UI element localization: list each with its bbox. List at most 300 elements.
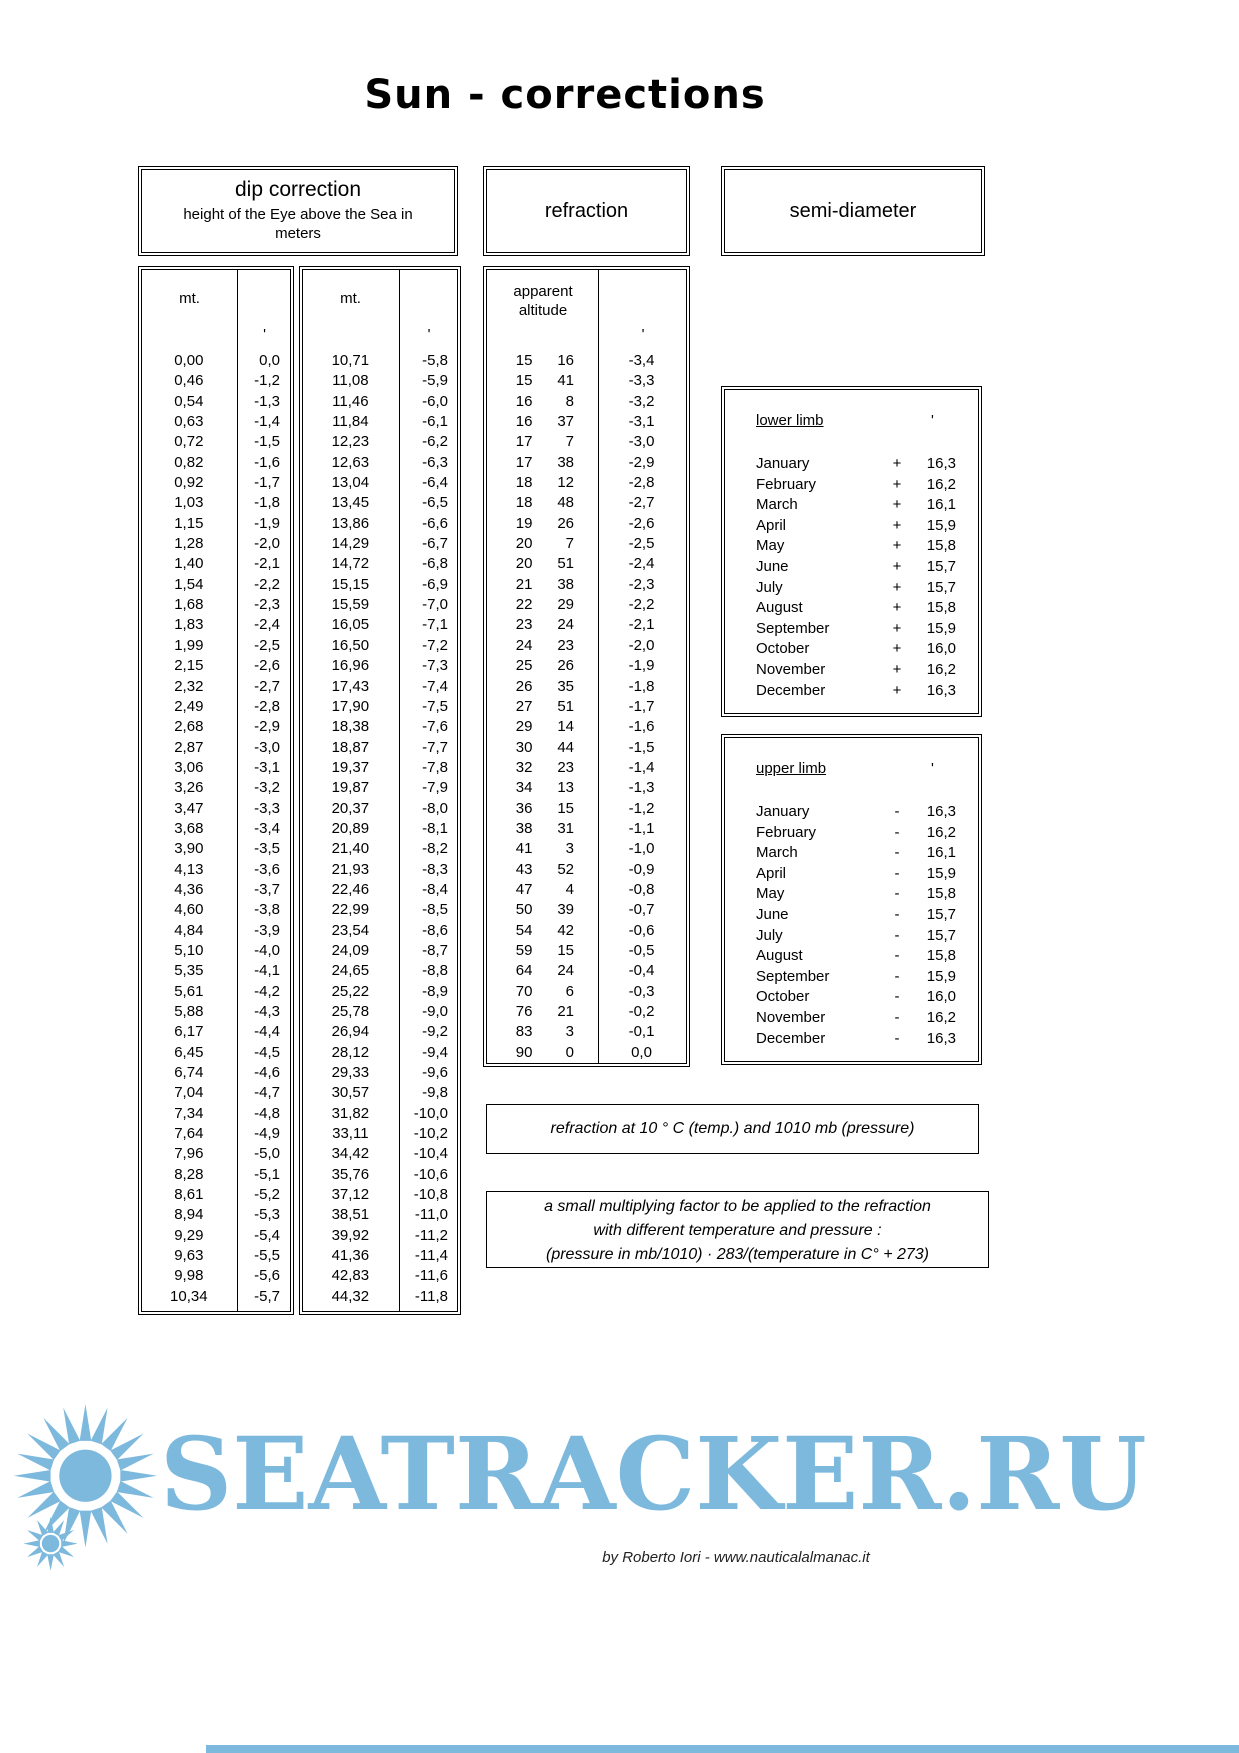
correction-value: -3,5 bbox=[254, 840, 280, 858]
height-value: 11,08 bbox=[332, 372, 369, 390]
month-label: February bbox=[756, 475, 817, 493]
table-row bbox=[303, 636, 457, 656]
correction-value: -3,1 bbox=[628, 413, 655, 431]
correction-value: -9,0 bbox=[422, 1003, 448, 1020]
table-row bbox=[756, 926, 956, 947]
month-label: May bbox=[756, 537, 785, 555]
correction-value: -4,9 bbox=[254, 1125, 280, 1143]
height-value: 3,06 bbox=[174, 758, 204, 776]
altitude-degrees: 17 bbox=[515, 453, 533, 471]
month-label: June bbox=[756, 905, 789, 923]
table-row bbox=[487, 1022, 686, 1042]
height-value: 9,29 bbox=[174, 1226, 204, 1244]
correction-value: -8,2 bbox=[422, 840, 448, 858]
altitude-degrees: 90 bbox=[515, 1043, 533, 1061]
correction-value: -0,3 bbox=[628, 982, 655, 1000]
altitude-degrees: 70 bbox=[515, 982, 533, 1000]
table-row bbox=[487, 554, 686, 574]
refraction-conditions-note bbox=[486, 1104, 979, 1154]
altitude-degrees: 24 bbox=[515, 636, 533, 654]
month-label: March bbox=[756, 844, 798, 862]
table-row bbox=[756, 843, 956, 864]
height-value: 6,45 bbox=[174, 1043, 204, 1061]
refraction-rows bbox=[487, 351, 686, 1063]
sign-value: + bbox=[892, 496, 902, 514]
correction-value: -0,5 bbox=[628, 941, 655, 959]
sign-value: + bbox=[892, 557, 902, 575]
table-row bbox=[756, 639, 956, 660]
dip-table-2 bbox=[302, 269, 458, 1312]
table-row bbox=[142, 900, 290, 920]
semi-diameter-value: 16,1 bbox=[926, 844, 956, 862]
table-row bbox=[303, 778, 457, 798]
multiplier-line-3: (pressure in mb/1010) · 283/(temperature in C° + 273) bbox=[545, 1246, 930, 1263]
correction-value: -6,1 bbox=[422, 413, 448, 431]
table-row bbox=[303, 1287, 457, 1307]
height-value: 9,98 bbox=[174, 1267, 204, 1285]
correction-value: -1,5 bbox=[254, 433, 280, 451]
table-row bbox=[487, 778, 686, 798]
table-row bbox=[756, 475, 956, 496]
altitude-degrees: 83 bbox=[515, 1023, 533, 1041]
altitude-minutes: 7 bbox=[565, 535, 575, 553]
altitude-minutes: 35 bbox=[557, 677, 575, 695]
correction-value: -2,3 bbox=[628, 575, 655, 593]
table-row bbox=[142, 595, 290, 615]
correction-value: -5,3 bbox=[254, 1206, 280, 1224]
height-value: 0,00 bbox=[174, 352, 204, 369]
sign-value: + bbox=[892, 537, 902, 555]
sign-value: - bbox=[894, 864, 900, 882]
correction-value: -10,4 bbox=[413, 1145, 448, 1163]
correction-value: -4,4 bbox=[254, 1023, 280, 1041]
correction-value: -2,2 bbox=[628, 596, 655, 614]
height-value: 6,74 bbox=[174, 1064, 204, 1082]
table-row bbox=[487, 941, 686, 961]
table-row bbox=[303, 961, 457, 981]
multiplier-line-1: a small multiplying factor to be applied to the refraction bbox=[544, 1198, 931, 1215]
table-row bbox=[303, 615, 457, 635]
altitude-minutes: 26 bbox=[557, 657, 575, 675]
table-row bbox=[142, 453, 290, 473]
table-row bbox=[142, 432, 290, 452]
month-label: August bbox=[756, 947, 803, 965]
table-row bbox=[303, 1063, 457, 1083]
altitude-degrees: 30 bbox=[515, 738, 533, 756]
height-value: 9,63 bbox=[174, 1247, 204, 1265]
table-row bbox=[303, 595, 457, 615]
height-value: 0,54 bbox=[174, 392, 204, 410]
table-row bbox=[756, 864, 956, 885]
correction-value: -1,6 bbox=[628, 718, 655, 736]
sign-value: - bbox=[894, 844, 900, 862]
table-row bbox=[303, 392, 457, 412]
correction-value: -1,5 bbox=[628, 738, 655, 756]
altitude-minutes: 37 bbox=[557, 413, 575, 431]
correction-value: -9,4 bbox=[422, 1043, 448, 1061]
correction-value: -3,4 bbox=[254, 819, 280, 837]
altitude-minutes: 15 bbox=[557, 799, 575, 817]
table-row bbox=[303, 1165, 457, 1185]
upper-limb-title: upper limb bbox=[756, 760, 827, 777]
altitude-minutes: 15 bbox=[557, 941, 575, 959]
month-label: January bbox=[756, 455, 810, 472]
table-row bbox=[303, 880, 457, 900]
sign-value: + bbox=[892, 640, 902, 658]
table-row bbox=[303, 799, 457, 819]
correction-value: -1,3 bbox=[254, 392, 280, 410]
height-value: 15,15 bbox=[331, 575, 370, 593]
table-row bbox=[756, 1008, 956, 1029]
height-value: 5,88 bbox=[174, 1003, 204, 1020]
height-value: 1,54 bbox=[174, 575, 204, 593]
table-row bbox=[756, 495, 956, 516]
height-value: 2,49 bbox=[174, 697, 204, 715]
table-row bbox=[487, 921, 686, 941]
correction-value: -8,0 bbox=[422, 799, 448, 817]
month-label: February bbox=[756, 823, 817, 841]
altitude-degrees: 36 bbox=[515, 799, 533, 817]
table-row bbox=[487, 961, 686, 981]
correction-value: -2,9 bbox=[254, 718, 280, 736]
height-value: 12,63 bbox=[331, 453, 370, 471]
height-value: 3,47 bbox=[174, 799, 204, 817]
height-value: 4,84 bbox=[174, 921, 204, 939]
correction-value: -2,8 bbox=[254, 697, 280, 715]
altitude-minutes: 0 bbox=[565, 1043, 575, 1061]
sign-value: + bbox=[892, 660, 902, 678]
height-value: 31,82 bbox=[331, 1104, 370, 1122]
height-value: 1,99 bbox=[174, 636, 204, 654]
table-row bbox=[487, 636, 686, 656]
credit-text: by Roberto Iori - www.nauticalalmanac.it bbox=[602, 1549, 870, 1566]
correction-value: -1,2 bbox=[254, 372, 280, 390]
altitude-minutes: 23 bbox=[557, 636, 575, 654]
bottom-bar bbox=[206, 1745, 1239, 1753]
height-value: 11,46 bbox=[332, 392, 369, 410]
table-row bbox=[487, 453, 686, 473]
dip2-unit-header: ' bbox=[427, 326, 431, 343]
correction-value: -8,1 bbox=[422, 819, 448, 837]
altitude-degrees: 43 bbox=[515, 860, 533, 878]
altitude-minutes: 38 bbox=[557, 575, 575, 593]
month-label: November bbox=[756, 660, 826, 678]
correction-value: -7,9 bbox=[422, 779, 448, 797]
upper-limb-rows bbox=[756, 802, 956, 1049]
table-row bbox=[487, 1002, 686, 1022]
height-value: 1,15 bbox=[174, 514, 204, 532]
sign-value: + bbox=[892, 619, 902, 637]
correction-value: -9,2 bbox=[422, 1023, 448, 1041]
table-row bbox=[487, 595, 686, 615]
correction-value: -6,0 bbox=[422, 392, 448, 410]
correction-value: -8,4 bbox=[422, 880, 448, 898]
table-row bbox=[487, 839, 686, 859]
table-row bbox=[487, 351, 686, 371]
height-value: 12,23 bbox=[331, 433, 370, 451]
height-value: 0,92 bbox=[174, 474, 204, 492]
height-value: 19,37 bbox=[331, 758, 370, 776]
height-value: 0,46 bbox=[174, 372, 204, 390]
correction-value: -11,4 bbox=[414, 1247, 448, 1265]
table-row bbox=[142, 982, 290, 1002]
month-label: December bbox=[756, 681, 826, 699]
table-row bbox=[487, 432, 686, 452]
altitude-minutes: 51 bbox=[557, 697, 575, 715]
month-label: November bbox=[756, 1008, 826, 1026]
table-row bbox=[142, 1002, 290, 1022]
correction-value: -1,2 bbox=[628, 799, 655, 817]
lower-limb-rows bbox=[756, 454, 956, 701]
table-row bbox=[303, 758, 457, 778]
altitude-degrees: 32 bbox=[515, 758, 533, 776]
table-row bbox=[303, 575, 457, 595]
semi-diameter-value: 16,2 bbox=[926, 823, 956, 841]
altitude-degrees: 20 bbox=[515, 555, 533, 573]
table-row bbox=[756, 681, 956, 702]
height-value: 35,76 bbox=[331, 1165, 370, 1183]
correction-value: -1,4 bbox=[254, 413, 280, 431]
semi-diameter-value: 15,7 bbox=[926, 905, 956, 923]
semi-diameter-value: 15,8 bbox=[926, 947, 956, 965]
height-value: 5,35 bbox=[174, 962, 204, 980]
table-row bbox=[303, 1002, 457, 1022]
table-row bbox=[487, 473, 686, 493]
multiplier-note bbox=[486, 1191, 989, 1268]
sign-value: - bbox=[894, 823, 900, 841]
altitude-degrees: 15 bbox=[515, 352, 533, 369]
table-row bbox=[142, 473, 290, 493]
table-row bbox=[303, 819, 457, 839]
sign-value: - bbox=[894, 947, 900, 965]
altitude-degrees: 54 bbox=[515, 921, 533, 939]
semi-diameter-value: 15,9 bbox=[926, 516, 956, 534]
table-row bbox=[487, 738, 686, 758]
height-value: 7,04 bbox=[174, 1084, 204, 1102]
height-value: 13,45 bbox=[331, 494, 370, 512]
correction-value: -7,8 bbox=[422, 758, 448, 776]
table-row bbox=[756, 454, 956, 475]
height-value: 3,90 bbox=[174, 840, 204, 858]
altitude-minutes: 29 bbox=[557, 596, 575, 614]
height-value: 38,51 bbox=[331, 1206, 370, 1224]
correction-value: -3,0 bbox=[254, 738, 280, 756]
sign-value: - bbox=[894, 803, 900, 820]
refraction-unit-header: ' bbox=[641, 326, 645, 343]
altitude-minutes: 39 bbox=[557, 901, 575, 919]
height-value: 10,71 bbox=[331, 352, 370, 369]
table-row bbox=[487, 860, 686, 880]
table-row bbox=[142, 534, 290, 554]
correction-value: -3,0 bbox=[628, 433, 655, 451]
correction-value: -11,2 bbox=[414, 1226, 448, 1244]
correction-value: -4,5 bbox=[254, 1043, 280, 1061]
table-row bbox=[142, 351, 290, 371]
altitude-minutes: 48 bbox=[557, 494, 575, 512]
altitude-minutes: 38 bbox=[557, 453, 575, 471]
height-value: 18,87 bbox=[331, 738, 370, 756]
sign-value: - bbox=[894, 905, 900, 923]
table-row bbox=[303, 738, 457, 758]
sign-value: + bbox=[892, 578, 902, 596]
correction-value: -2,1 bbox=[254, 555, 280, 573]
correction-value: -8,6 bbox=[422, 921, 448, 939]
table-row bbox=[756, 578, 956, 599]
sign-value: + bbox=[892, 681, 902, 699]
table-row bbox=[142, 1144, 290, 1164]
height-value: 8,28 bbox=[174, 1165, 204, 1183]
height-value: 37,12 bbox=[331, 1186, 370, 1204]
table-row bbox=[303, 982, 457, 1002]
height-value: 1,03 bbox=[174, 494, 204, 512]
height-value: 18,38 bbox=[331, 718, 370, 736]
table-row bbox=[487, 575, 686, 595]
table-row bbox=[142, 799, 290, 819]
correction-value: -1,8 bbox=[628, 677, 655, 695]
height-value: 0,63 bbox=[174, 413, 204, 431]
table-row bbox=[487, 412, 686, 432]
correction-value: -6,6 bbox=[422, 514, 448, 532]
height-value: 33,11 bbox=[332, 1125, 369, 1143]
sign-value: - bbox=[894, 926, 900, 944]
correction-value: -5,0 bbox=[254, 1145, 280, 1163]
correction-value: -6,8 bbox=[422, 555, 448, 573]
correction-value: -0,2 bbox=[628, 1003, 655, 1020]
refraction-table bbox=[486, 269, 687, 1064]
dip-correction-header bbox=[141, 169, 455, 253]
altitude-minutes: 6 bbox=[565, 982, 575, 1000]
table-row bbox=[142, 1226, 290, 1246]
lower-limb-title: lower limb bbox=[756, 412, 824, 429]
month-label: June bbox=[756, 557, 789, 575]
table-row bbox=[487, 717, 686, 737]
height-value: 14,72 bbox=[331, 555, 370, 573]
correction-value: -1,8 bbox=[254, 494, 280, 512]
month-label: July bbox=[756, 578, 783, 596]
correction-value: -10,6 bbox=[413, 1165, 448, 1183]
height-value: 15,59 bbox=[331, 596, 370, 614]
height-value: 30,57 bbox=[331, 1084, 370, 1102]
sign-value: + bbox=[892, 475, 902, 493]
table-row bbox=[487, 615, 686, 635]
sign-value: - bbox=[894, 988, 900, 1006]
altitude-minutes: 13 bbox=[557, 779, 575, 797]
month-label: September bbox=[756, 619, 830, 637]
height-value: 7,96 bbox=[174, 1145, 204, 1163]
correction-value: -0,9 bbox=[628, 860, 655, 878]
table-row bbox=[756, 823, 956, 844]
table-row bbox=[303, 1226, 457, 1246]
upper-limb-unit: ' bbox=[931, 760, 934, 777]
altitude-degrees: 22 bbox=[515, 596, 533, 614]
table-row bbox=[142, 1165, 290, 1185]
month-label: October bbox=[756, 640, 810, 658]
height-value: 26,94 bbox=[331, 1023, 370, 1041]
table-row bbox=[303, 717, 457, 737]
correction-value: -8,5 bbox=[422, 901, 448, 919]
dip2-col-header: mt. bbox=[340, 290, 361, 307]
table-row bbox=[303, 412, 457, 432]
table-row bbox=[756, 884, 956, 905]
correction-value: -7,3 bbox=[422, 657, 448, 675]
semi-diameter-value: 16,0 bbox=[926, 640, 956, 658]
table-row bbox=[303, 1246, 457, 1266]
lower-limb-table bbox=[724, 389, 979, 714]
table-row bbox=[142, 1124, 290, 1144]
height-value: 0,82 bbox=[174, 453, 204, 471]
height-value: 16,05 bbox=[331, 616, 370, 634]
correction-value: -2,2 bbox=[254, 575, 280, 593]
sign-value: - bbox=[894, 885, 900, 903]
correction-value: -4,8 bbox=[254, 1104, 280, 1122]
table-row bbox=[142, 1022, 290, 1042]
height-value: 2,87 bbox=[174, 738, 204, 756]
correction-value: -11,8 bbox=[414, 1287, 448, 1305]
semi-diameter-value: 15,7 bbox=[926, 926, 956, 944]
semi-diameter-value: 15,9 bbox=[926, 864, 956, 882]
table-row bbox=[303, 1185, 457, 1205]
month-label: August bbox=[756, 599, 803, 617]
correction-value: -2,5 bbox=[254, 636, 280, 654]
table-row bbox=[142, 677, 290, 697]
table-row bbox=[142, 514, 290, 534]
semi-diameter-value: 15,7 bbox=[926, 557, 956, 575]
multiplier-line-2: with different temperature and pressure : bbox=[593, 1222, 882, 1239]
correction-value: -6,5 bbox=[422, 494, 448, 512]
height-value: 21,40 bbox=[331, 840, 370, 858]
height-value: 7,64 bbox=[174, 1125, 204, 1143]
table-row bbox=[487, 1043, 686, 1063]
height-value: 1,83 bbox=[174, 616, 204, 634]
sun-logo-icon bbox=[6, 1396, 161, 1571]
table-row bbox=[142, 1043, 290, 1063]
altitude-minutes: 31 bbox=[557, 819, 575, 837]
table-row bbox=[303, 1022, 457, 1042]
correction-value: -3,9 bbox=[254, 921, 280, 939]
table-row bbox=[756, 946, 956, 967]
correction-value: -5,6 bbox=[254, 1267, 280, 1285]
table-row bbox=[487, 392, 686, 412]
table-row bbox=[756, 660, 956, 681]
height-value: 0,72 bbox=[174, 433, 204, 451]
height-value: 1,28 bbox=[174, 535, 204, 553]
table-row bbox=[142, 392, 290, 412]
correction-value: -5,8 bbox=[422, 352, 448, 369]
table-row bbox=[142, 941, 290, 961]
correction-value: -3,3 bbox=[254, 799, 280, 817]
table-row bbox=[487, 514, 686, 534]
table-row bbox=[142, 554, 290, 574]
correction-value: -2,1 bbox=[628, 616, 655, 634]
height-value: 39,92 bbox=[331, 1226, 370, 1244]
correction-value: -0,6 bbox=[628, 921, 655, 939]
table-row bbox=[303, 941, 457, 961]
dip-correction-subtitle: height of the Eye above the Sea in meters bbox=[183, 206, 413, 242]
correction-value: -2,7 bbox=[628, 494, 655, 512]
correction-value: -2,0 bbox=[628, 636, 655, 654]
height-value: 17,43 bbox=[331, 677, 370, 695]
correction-value: -3,7 bbox=[254, 880, 280, 898]
page-title: Sun - corrections bbox=[364, 72, 766, 118]
table-row bbox=[756, 1029, 956, 1050]
table-row bbox=[487, 534, 686, 554]
altitude-minutes: 51 bbox=[557, 555, 575, 573]
height-value: 2,32 bbox=[174, 677, 204, 695]
correction-value: -3,6 bbox=[254, 860, 280, 878]
correction-value: -1,3 bbox=[628, 779, 655, 797]
height-value: 44,32 bbox=[331, 1287, 370, 1305]
correction-value: -8,8 bbox=[422, 962, 448, 980]
